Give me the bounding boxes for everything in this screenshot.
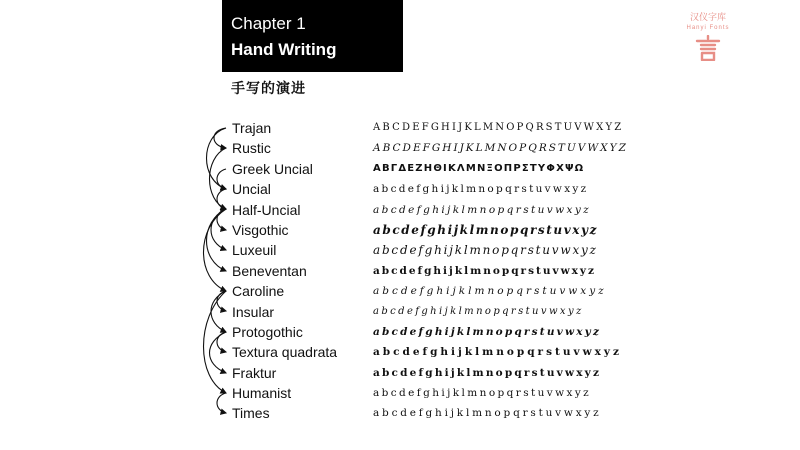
style-name: Beneventan: [232, 262, 307, 279]
alphabet-sample: ΑΒΓΔΕΖΗΘΙΚΛΜΝΞΟΠΡΣΤΥΦΧΨΩ: [373, 162, 585, 174]
alphabet-sample: abcdefghijklmnopqrstuvwxyz: [373, 243, 598, 258]
alphabet-sample: abcdefghijklmnopqrstuvwxyz: [373, 325, 602, 338]
alphabet-sample: abcdefghijklmnopqrstuvwxyz: [373, 366, 602, 379]
connector-protogothic-textura: [217, 332, 226, 352]
chapter-number: Chapter 1: [231, 14, 306, 33]
style-name: Insular: [232, 303, 275, 320]
brand-name-cn: 汉仪字库: [689, 13, 726, 23]
alphabet-sample: abcdefghijklmnopqrstuvwxyz: [373, 264, 596, 277]
script-style-list: [232, 118, 337, 424]
style-name: Textura quadrata: [232, 344, 338, 361]
style-name: Greek Uncial: [232, 160, 313, 177]
style-name: Protogothic: [232, 323, 303, 340]
style-name: Half-Uncial: [232, 201, 301, 218]
alphabet-sample: ABCDEFGHIJKLMNOPQRSTUVWXYZ: [373, 122, 624, 133]
style-name: Caroline: [232, 283, 285, 300]
connector-halfuncial-beneventan: [207, 209, 227, 271]
alphabet-sample-list: [373, 118, 628, 424]
alphabet-sample: abcdefghijklmnopqrstuvwxyz: [373, 407, 602, 420]
alphabet-sample: abcdefghijklmnopqrstuvxyz: [373, 222, 599, 237]
connector-caroline-protogothic: [211, 291, 226, 332]
style-name: Times: [232, 405, 270, 422]
alphabet-sample: abcdefghijklmnopqrstuvwxyz: [373, 346, 622, 359]
chapter-subtitle: 手写的演进: [231, 81, 306, 97]
evolution-connectors: [196, 118, 232, 428]
style-name: Uncial: [232, 181, 271, 198]
chapter-title: Hand Writing: [231, 40, 337, 59]
brand-logo: [680, 12, 736, 61]
brand-name-en: Hanyi Fonts: [686, 25, 730, 31]
style-name: Fraktur: [232, 364, 277, 381]
style-name: Visgothic: [232, 221, 289, 238]
style-name: Humanist: [232, 385, 292, 402]
connector-greek-uncial: [217, 169, 226, 189]
style-name: Trajan: [232, 120, 272, 136]
alphabet-sample: abcdefghijklmnopqrstuvwxyz: [373, 305, 584, 317]
alphabet-sample: abcdefghijklmnopqrstuvwxyz: [373, 203, 592, 216]
connector-caroline-humanist: [204, 291, 227, 393]
alphabet-sample: abcdefghijklmnopqrstuvwxyz: [373, 285, 607, 298]
connector-humanist-times: [217, 393, 226, 413]
chapter-header: [222, 0, 403, 72]
alphabet-sample: ABCDEFGHIJKLMNOPQRSTUVWXYZ: [373, 142, 628, 155]
brand-mark-icon: [694, 35, 722, 61]
alphabet-sample: abcdefghijklmnopqrstuvwxyz: [373, 387, 592, 400]
connector-halfuncial-caroline: [204, 209, 227, 291]
style-name: Rustic: [232, 140, 271, 157]
style-name: Luxeuil: [232, 242, 277, 259]
alphabet-sample: abcdefghijklmnopqrstuvwxyz: [373, 183, 589, 196]
